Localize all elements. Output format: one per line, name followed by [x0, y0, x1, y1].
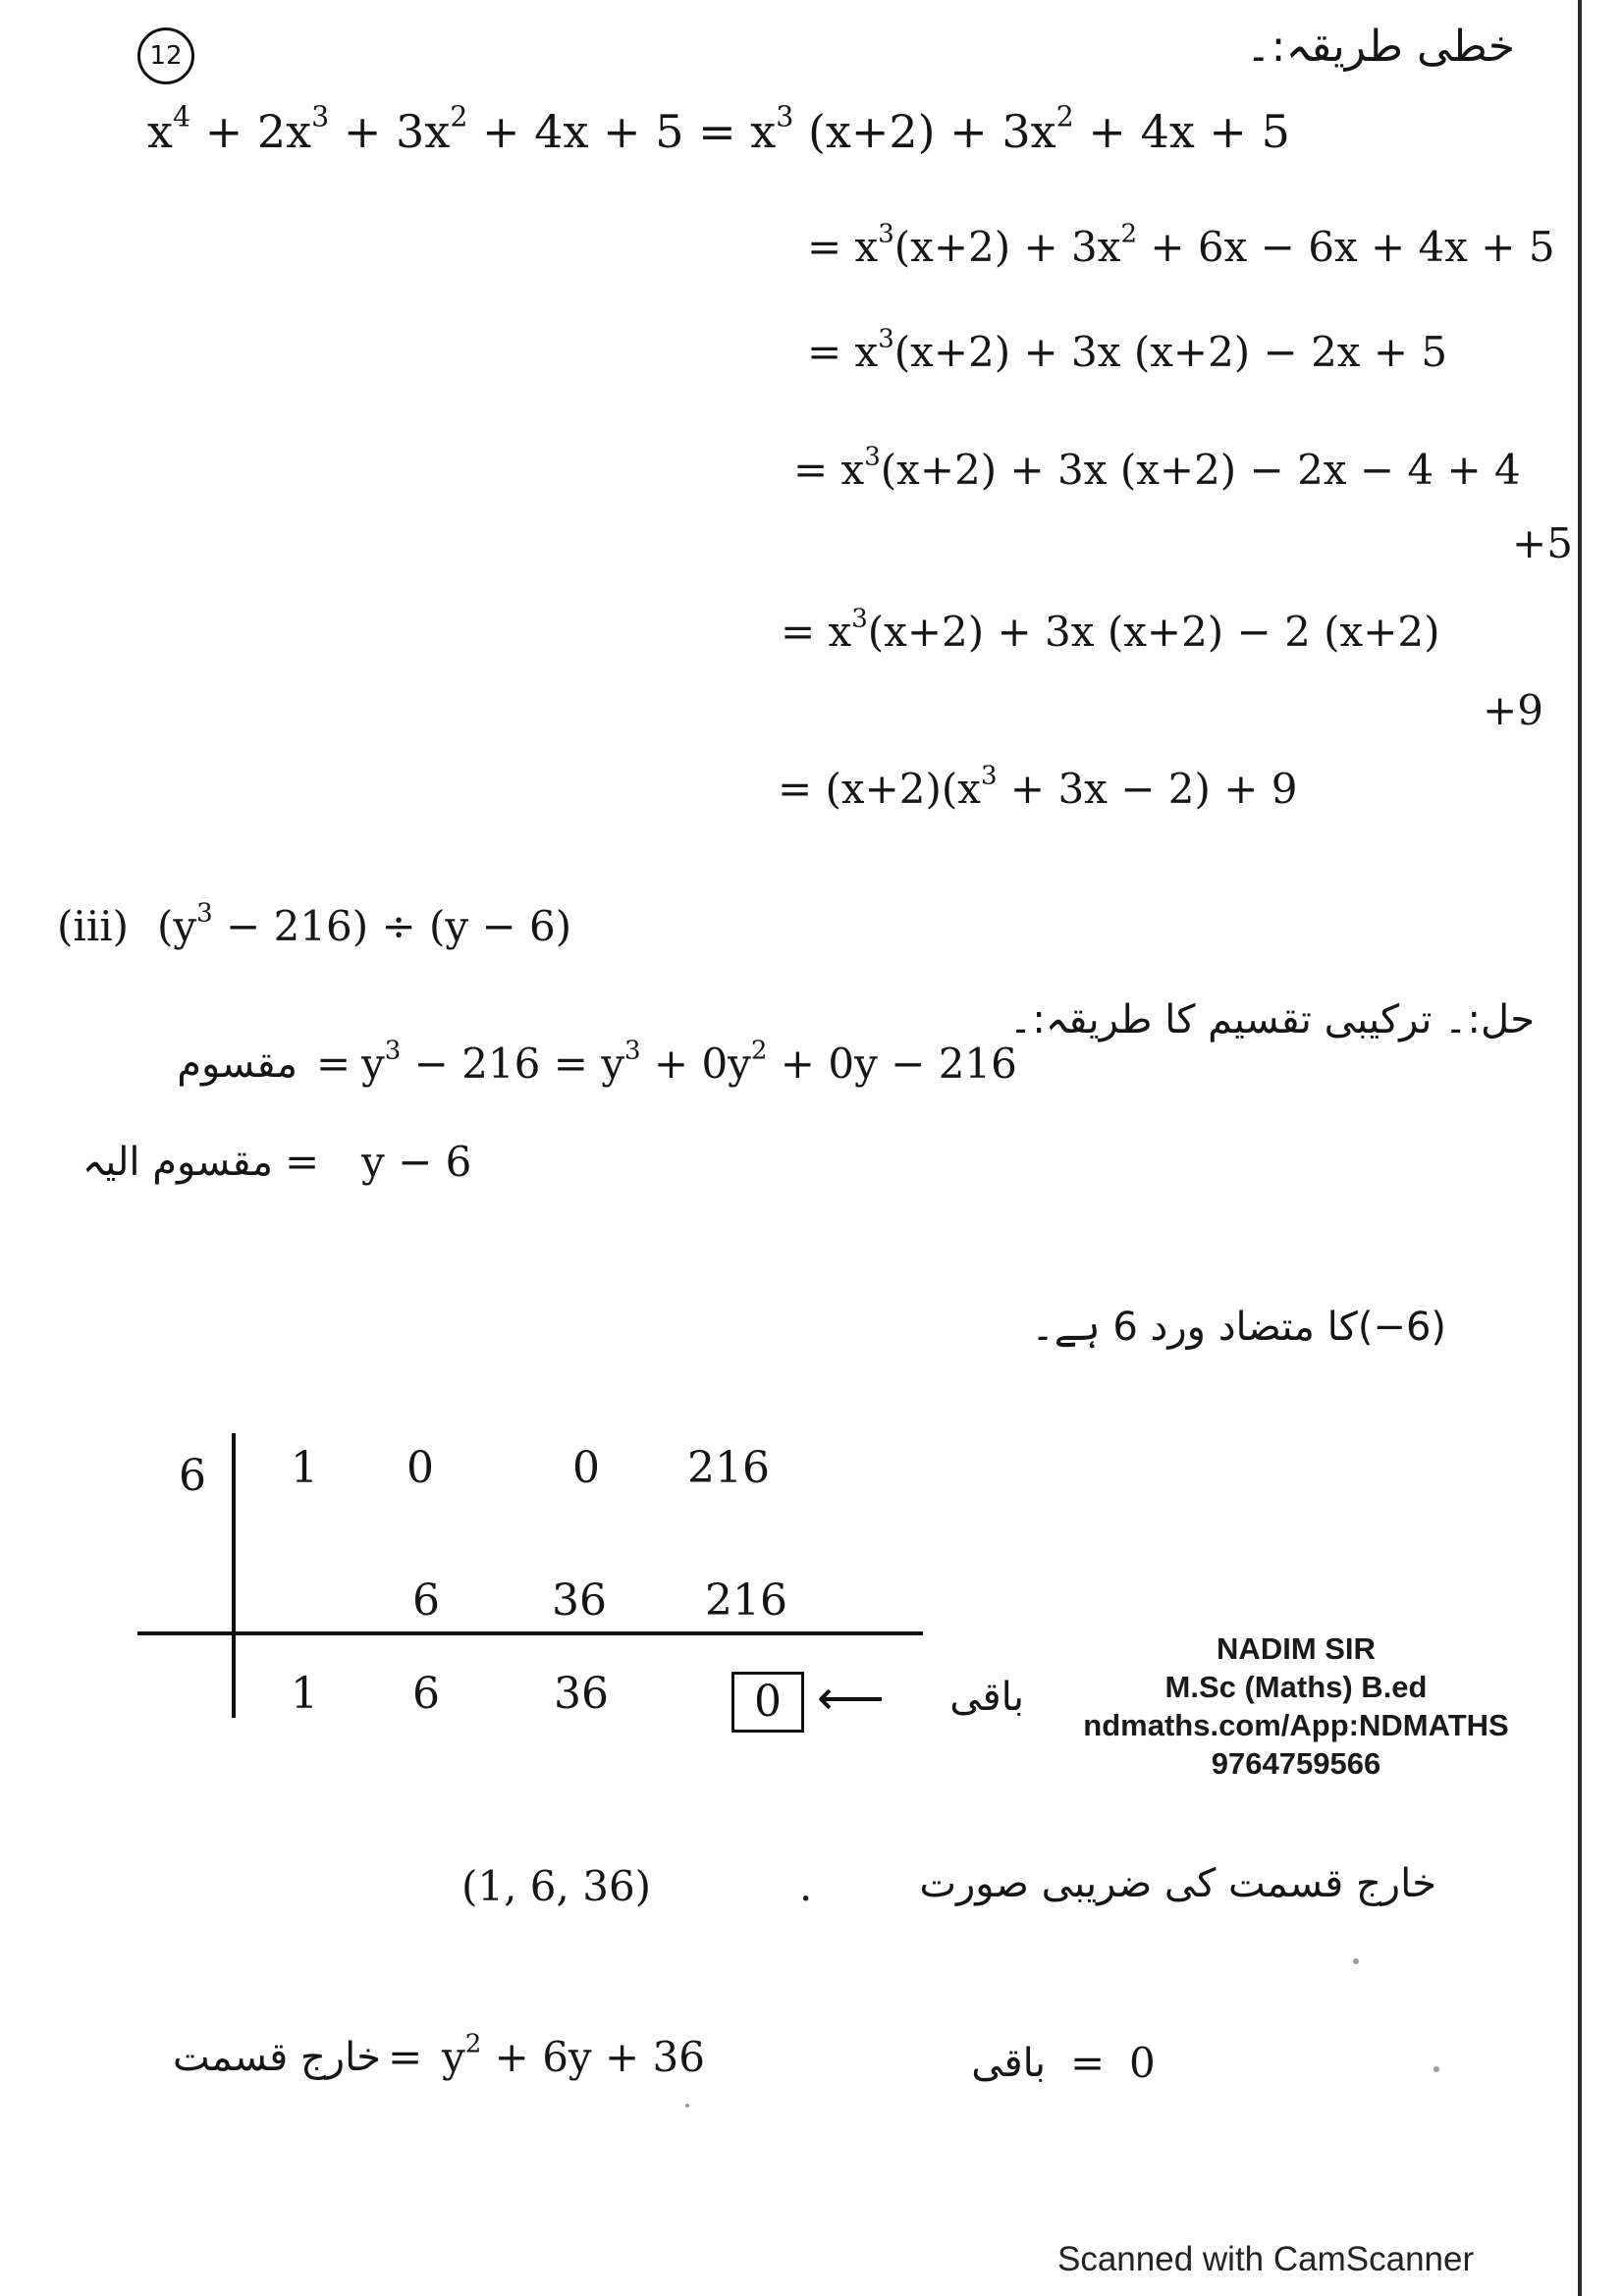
quotient-coefficients-label: خارج قسمت کی ضریبی صورت [919, 1861, 1436, 1906]
page-edge-line [1578, 0, 1582, 2296]
coefficient-cell: 0 [572, 1443, 600, 1493]
additive-inverse-note: (6−)کا متضاد ورد 6 ہے۔ [1031, 1305, 1446, 1350]
coefficient-cell: 0 [406, 1443, 434, 1493]
expansion-line-4-tail: +5 [1512, 519, 1573, 567]
expansion-line-1: $x^4 + 2x^3 + 3x^2 + 4x + 5 = x^3$ $(x+2) + 3x^2 + 4x + 5$ [147, 100, 1290, 158]
expansion-line-3: = $x^3(x+2) + 3x$ (x+2) − 2x + 5 [807, 324, 1448, 376]
paper-speck [1434, 2066, 1439, 2072]
divisor-value: y − 6 [361, 1138, 472, 1186]
author-phone: 9764759566 [1211, 1746, 1381, 1781]
coefficient-cell: 1 [291, 1443, 318, 1493]
dividend-equals: = [316, 1040, 352, 1088]
dividend-value: $y^3 - 216 = y^3 + 0y^2 + 0y - 216$ [361, 1036, 1017, 1088]
author-stamp [1075, 1629, 1517, 1783]
quotient-value: $y^2 + 6y + 36$ [442, 2029, 705, 2081]
part-iii-expression: $(y^3 - 216) \div (y - 6)$ [157, 898, 572, 950]
expansion-line-final: = $(x+2)(x^3 + 3x - 2) + 9$ [778, 761, 1298, 813]
quotient-label: خارج قسمت [173, 2035, 381, 2080]
division-vertical-line [232, 1433, 236, 1718]
method-title: خطی طریقہ:۔ [1245, 22, 1515, 72]
coefficient-cell: 216 [687, 1443, 770, 1493]
final-remainder-label: باقی [971, 2041, 1046, 2086]
product-cell: 6 [412, 1575, 440, 1626]
quotient-coefficients: (1, 6, 36) [461, 1862, 652, 1910]
question-number-badge: 12 [137, 27, 194, 84]
remainder-box: 0 [731, 1672, 804, 1733]
quotient-equals: = [388, 2033, 423, 2081]
final-remainder-value: 0 [1129, 2039, 1156, 2087]
expansion-line-4: = $x^3(x+2) + 3x$ (x+2) − 2x − 4 + 4 [793, 442, 1521, 494]
remainder-label: باقی [949, 1675, 1024, 1720]
left-arrow-icon: ⟵ [817, 1671, 885, 1726]
result-cell: 36 [554, 1669, 609, 1719]
solution-heading: حل:۔ ترکیبی تقسیم کا طریقہ:۔ [1008, 997, 1535, 1042]
author-website: ndmaths.com/App:NDMATHS [1083, 1708, 1509, 1742]
result-cell: 6 [412, 1669, 440, 1719]
paper-speck [1353, 1958, 1359, 1964]
paper-speck [685, 2104, 689, 2108]
division-horizontal-line [137, 1631, 923, 1635]
author-qualification: M.Sc (Maths) B.ed [1164, 1670, 1428, 1704]
part-iii-label: (iii) [57, 902, 130, 950]
author-name: NADIM SIR [1217, 1631, 1376, 1666]
scanner-watermark: Scanned with CamScanner [1057, 2240, 1475, 2278]
final-remainder-equals: = [1070, 2039, 1106, 2087]
result-cell: 1 [291, 1669, 318, 1719]
product-cell: 36 [552, 1575, 607, 1626]
product-cell: 216 [705, 1575, 787, 1626]
divisor-label: مقسوم الیہ [81, 1140, 273, 1185]
dividend-label: مقسوم [177, 1041, 298, 1087]
expansion-line-5: = $x^3(x+2) + 3x$ (x+2) − 2 (x+2) [781, 604, 1440, 656]
divisor-equals: = [285, 1138, 320, 1186]
division-divisor: 6 [179, 1451, 206, 1501]
expansion-line-5-tail: +9 [1483, 686, 1543, 734]
expansion-line-2: = $x^3(x+2) + 3x^2 + 6x - 6x + 4x + 5$ [807, 219, 1555, 271]
quotient-coefficients-dot: . [799, 1862, 813, 1910]
